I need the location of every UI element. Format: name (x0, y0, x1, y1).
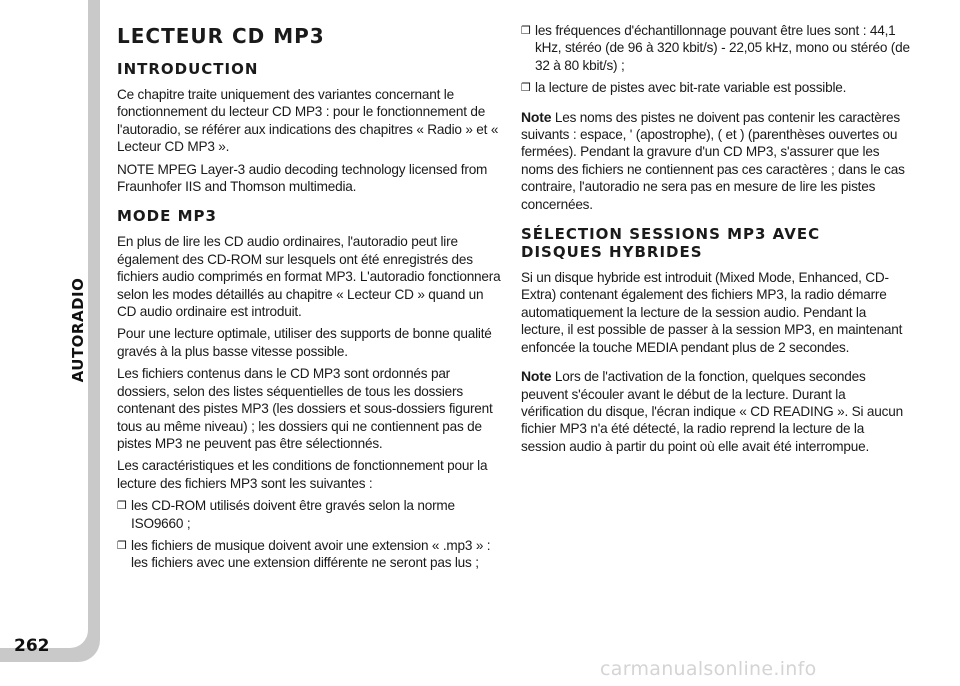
note-text: Lors de l'activation de la fonction, quelques secondes peuvent s'écouler avant le début de la lecture. Durant la vérification du disque, l'écran indique « CD READING ». Si aucun fichier MP3 n'a été détecté, la radio reprend la lecture de la session audio à partir du point où elle avait été interrompue. (521, 369, 903, 454)
note-text: Les noms des pistes ne doivent pas contenir les caractères suivants : espace, ' (apostrophe), ( et ) (parenthèses ouvertes ou fermées). Pendant la gravure d'un CD MP3, s'assurer que les noms des fichiers ne contiennent pas ces caractères ; dans le cas contraire, l'autoradio ne sera pas en mesure de lire les pistes concernées. (521, 109, 905, 212)
note-paragraph-1 (521, 109, 911, 213)
list-item (521, 22, 911, 74)
checkbox-bullet-icon: ❒ (117, 499, 127, 513)
selection-heading (521, 225, 911, 261)
intro-heading: INTRODUCTION (117, 60, 259, 78)
list-item-text: les fichiers de musique doivent avoir une extension « .mp3 » : les fichiers avec une extension différente ne seront pas lus ; (131, 537, 491, 571)
selection-paragraph: Si un disque hybride est introduit (Mixed Mode, Enhanced, CD-Extra) contenant également des fichiers MP3, la radio démarre automatiquement la lecture de la session audio. Pendant la lecture, il est possible de passer à la session MP3, en maintenant enfoncée la touche MEDIA pendant plus de 2 secondes. (521, 270, 903, 355)
checkbox-bullet-icon: ❒ (521, 24, 531, 37)
note-label: Note (521, 368, 552, 385)
mode-paragraph-3: Les fichiers contenus dans le CD MP3 sont ordonnés par dossiers, selon des listes séquentielles de tous les dossiers contenant des pistes MP3 (les dossiers et sous-dossiers figurent tous au même niveau) ; les dossiers qui ne contiennent pas de pistes MP3 ne peuvent pas être sélectionnés. (117, 366, 493, 451)
selection-heading-line-2: DISQUES HYBRIDES (521, 243, 703, 262)
mode-heading: MODE MP3 (117, 207, 217, 226)
mode-paragraph-2: Pour une lecture optimale, utiliser des supports de bonne qualité gravés à la plus basse vitesse possible. (117, 326, 492, 359)
mode-paragraph-4: Les caractéristiques et les conditions de fonctionnement pour la lecture des fichiers MP3 sont les suivantes : (117, 458, 488, 491)
watermark: carmanualsonline.info (600, 658, 817, 680)
list-item-text: les CD-ROM utilisés doivent être gravés selon la norme ISO9660 ; (131, 498, 455, 531)
selection-heading-line-1: SÉLECTION SESSIONS MP3 AVEC (521, 225, 821, 244)
checkbox-bullet-icon: ❒ (521, 81, 531, 95)
checkbox-bullet-icon: ❒ (117, 538, 127, 552)
list-item (521, 79, 911, 96)
chapter-label: AUTORADIO (69, 277, 87, 383)
mode-paragraph-1: En plus de lire les CD audio ordinaires, l'autoradio peut lire également des CD-ROM sur lesquels ont été enregistrés des fichiers audio comprimés en format MP3. L'autoradio fonctionnera selon les modes détaillés au chapitre « Lecteur CD » quand un CD audio ordinaire est introduit. (117, 234, 501, 320)
page-number: 262 (14, 636, 50, 656)
list-item-text: les fréquences d'échantillonnage pouvant être lues sont : 44,1 kHz, stéréo (de 96 à 320 kbit/s) - 22,05 kHz, mono ou stéréo (de 32 à 80 kbit/s) ; (535, 23, 910, 73)
list-item (117, 497, 502, 532)
note-paragraph-2 (521, 368, 911, 455)
intro-paragraph-2: NOTE MPEG Layer-3 audio decoding technology licensed from Fraunhofer IIS and Thomson multimedia. (117, 161, 488, 195)
list-item-text: la lecture de pistes avec bit-rate variable est possible. (535, 80, 847, 96)
list-item (117, 537, 502, 572)
left-column (117, 22, 502, 577)
right-column (521, 22, 911, 460)
page-title: LECTEUR CD MP3 (117, 24, 325, 48)
intro-paragraph-1: Ce chapitre traite uniquement des variantes concernant le fonctionnement du lecteur CD MP3 : pour le fonctionnement de l'autoradio, se référer aux indications des chapitres « Radio » et « Lecteur CD MP3 ». (117, 87, 499, 155)
note-label: Note (521, 108, 552, 125)
